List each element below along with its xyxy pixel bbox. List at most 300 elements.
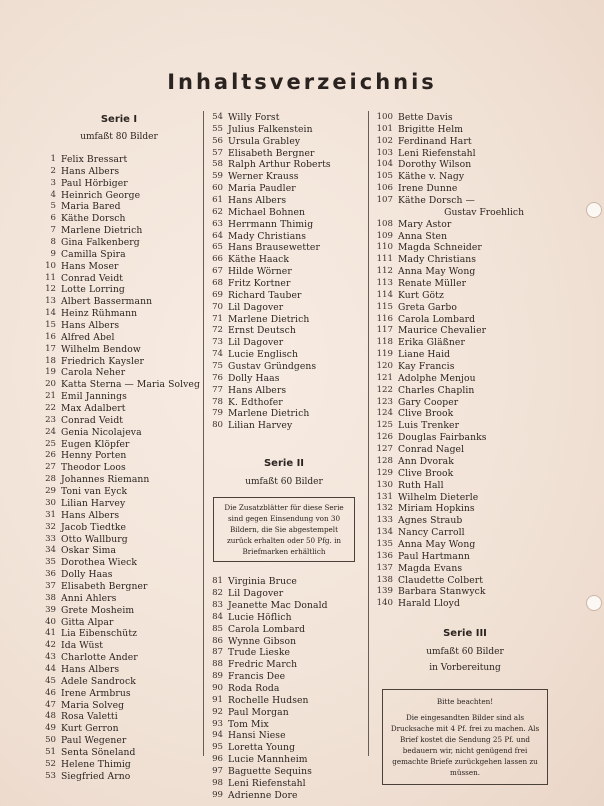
- entry-name: Friedrich Kaysler: [61, 355, 145, 367]
- list-item: [38, 332, 200, 344]
- list-item: [38, 427, 200, 439]
- list-item: [370, 254, 560, 266]
- entry-number: 97: [212, 765, 223, 776]
- entry-name: Heinz Rühmann: [61, 308, 138, 320]
- entry-name: Lia Eibenschütz: [61, 628, 138, 640]
- list-item: [370, 444, 560, 456]
- list-item: [38, 320, 200, 332]
- entry-name: Elisabeth Bergner: [228, 147, 315, 159]
- entry-number: 96: [212, 754, 223, 765]
- column-divider: [368, 111, 369, 756]
- entry-name: Brigitte Helm: [398, 123, 464, 135]
- entry-name: Nancy Carroll: [398, 527, 465, 539]
- list-item: [205, 707, 363, 719]
- list-item: [205, 420, 363, 432]
- entry-number: 38: [45, 592, 56, 603]
- entry-number: 58: [212, 159, 223, 170]
- list-item: [370, 159, 560, 171]
- entry-name: Siegfried Arno: [61, 770, 131, 782]
- entry-number: 36: [45, 569, 56, 580]
- entry-number: 72: [212, 325, 223, 336]
- entry-name: Oskar Sima: [61, 545, 117, 557]
- list-item: [370, 527, 560, 539]
- entry-name: Ruth Hall: [398, 479, 444, 491]
- list-item: [370, 183, 560, 195]
- entry-name: Hans Albers: [61, 509, 120, 521]
- entry-name: Heinrich George: [61, 189, 141, 201]
- entry-number: 122: [376, 384, 393, 395]
- list-item: [38, 391, 200, 403]
- entry-name: Luis Trenker: [398, 420, 460, 432]
- entry-number: 116: [376, 313, 393, 324]
- list-item: [205, 290, 363, 302]
- entry-number: 68: [212, 278, 223, 289]
- entry-name: Clive Brook: [398, 408, 454, 420]
- list-item: [370, 468, 560, 480]
- list-item: [38, 356, 200, 368]
- entry-name: Käthe v. Nagy: [398, 171, 465, 183]
- list-item: [205, 671, 363, 683]
- entry-name: Elisabeth Bergner: [61, 580, 148, 592]
- column-1: [38, 112, 200, 783]
- entry-number: 48: [45, 711, 56, 722]
- list-item: [38, 569, 200, 581]
- list-item: [205, 254, 363, 266]
- entry-number: 42: [45, 640, 56, 651]
- entry-name: Hans Albers: [61, 663, 120, 675]
- list-item: [205, 624, 363, 636]
- entry-name: Anna May Wong: [398, 266, 476, 278]
- list-item: [370, 432, 560, 444]
- list-item: [38, 415, 200, 427]
- list-item: [370, 290, 560, 302]
- entry-name: Mady Christians: [398, 254, 477, 266]
- entry-number: 86: [212, 635, 223, 646]
- entry-number: 76: [212, 372, 223, 383]
- entry-name: Paul Hörbiger: [61, 177, 128, 189]
- entry-name: Wilhelm Dieterle: [398, 491, 479, 503]
- entry-name: Tom Mix: [228, 718, 269, 730]
- entry-number: 127: [376, 444, 393, 455]
- entry-name: Bette Davis: [398, 112, 453, 123]
- list-item: [205, 730, 363, 742]
- entry-number: 21: [45, 391, 56, 402]
- entry-number: 138: [376, 574, 393, 585]
- list-item: [205, 790, 363, 802]
- entry-name: Lilian Harvey: [228, 420, 293, 432]
- list-item: [205, 183, 363, 195]
- list-item: [38, 522, 200, 534]
- entry-number: 57: [212, 147, 223, 158]
- series-3-heading: Serie III: [443, 628, 487, 640]
- series-2-list-continued: [370, 112, 560, 207]
- entry-name: Anna May Wong: [398, 538, 476, 550]
- entry-name: Adolphe Menjou: [398, 372, 476, 384]
- entry-number: 63: [212, 218, 223, 229]
- list-item: [205, 373, 363, 385]
- entry-name: K. Edthofer: [228, 396, 283, 408]
- entry-name: Anna Sten: [398, 230, 448, 242]
- entry-name: Jeanette Mac Donald: [228, 599, 328, 611]
- entry-number: 5: [50, 201, 56, 212]
- list-item: [38, 213, 200, 225]
- entry-number: 119: [376, 349, 393, 360]
- entry-name: Helene Thimig: [61, 758, 131, 770]
- entry-number: 17: [45, 343, 56, 354]
- list-item: [38, 581, 200, 593]
- entry-name: Baguette Sequins: [228, 765, 312, 777]
- list-item: [38, 498, 200, 510]
- list-item: [38, 557, 200, 569]
- entry-number: 124: [376, 408, 393, 419]
- list-item: [205, 683, 363, 695]
- entry-number: 32: [45, 521, 56, 532]
- entry-number: 121: [376, 372, 393, 383]
- entry-name: Mary Astor: [398, 218, 452, 230]
- list-item: [370, 575, 560, 587]
- entry-number: 131: [376, 491, 393, 502]
- entry-number: 83: [212, 599, 223, 610]
- entry-name: Erika Gläßner: [398, 337, 465, 349]
- list-item: [205, 397, 363, 409]
- entry-name: Felix Bressart: [61, 154, 128, 165]
- list-item: [370, 563, 560, 575]
- list-item: [370, 325, 560, 337]
- entry-name: Lucie Englisch: [228, 349, 299, 361]
- list-item: [38, 261, 200, 273]
- entry-number: 75: [212, 361, 223, 372]
- list-item: [205, 600, 363, 612]
- list-item: [370, 148, 560, 160]
- entry-name: Jacob Tiedtke: [61, 521, 127, 533]
- list-item: [205, 112, 363, 124]
- entry-number: 49: [45, 723, 56, 734]
- list-item: [38, 166, 200, 178]
- series-3-notice: [382, 689, 548, 785]
- entry-name: Harald Lloyd: [398, 598, 460, 610]
- entry-number: 69: [212, 289, 223, 300]
- entry-number: 31: [45, 509, 56, 520]
- entry-name: Richard Tauber: [228, 289, 302, 301]
- entry-name: Werner Krauss: [228, 171, 299, 183]
- entry-name: Paul Wegener: [61, 735, 127, 747]
- entry-number: 78: [212, 396, 223, 407]
- entry-name: Genia Nicolajeva: [61, 426, 142, 438]
- list-item: [370, 408, 560, 420]
- entry-number: 123: [376, 396, 393, 407]
- entry-name: Ursula Grabley: [228, 135, 301, 147]
- entry-number: 7: [50, 225, 56, 236]
- list-item: [38, 723, 200, 735]
- entry-number: 34: [45, 545, 56, 556]
- list-item: [205, 754, 363, 766]
- entry-name: Leni Riefenstahl: [398, 147, 476, 159]
- entry-name: Käthe Haack: [228, 254, 290, 266]
- entry-number: 95: [212, 742, 223, 753]
- entry-name: Mady Christians: [228, 230, 307, 242]
- entry-name: Gitta Alpar: [61, 616, 114, 628]
- entry-name: Lil Dagover: [228, 588, 284, 600]
- entry-name: Emil Jannings: [61, 391, 127, 403]
- entry-name: Hans Albers: [228, 384, 287, 396]
- entry-number: 14: [45, 308, 56, 319]
- entry-name: Herrmann Thimig: [228, 218, 314, 230]
- entry-number: 93: [212, 718, 223, 729]
- list-item: [370, 492, 560, 504]
- entry-name: Wilhelm Bendow: [61, 343, 141, 355]
- list-item: [38, 190, 200, 202]
- entry-number: 9: [50, 248, 56, 259]
- list-item: [370, 278, 560, 290]
- list-item: [370, 373, 560, 385]
- series-2-notice: Die Zusatzblätter für diese Serie sind gegen Einsendung von 30 Bildern, die Sie abgestempelt zurück erhalten oder 50 Pfg. in Briefmarken erhältlich: [213, 497, 355, 562]
- list-item: [38, 759, 200, 771]
- entry-number: 91: [212, 694, 223, 705]
- entry-number: 1: [50, 154, 56, 164]
- entry-name: Claudette Colbert: [398, 574, 484, 586]
- series-2-list-continued-2: [370, 219, 560, 610]
- entry-number: 133: [376, 515, 393, 526]
- list-item: [38, 688, 200, 700]
- entry-name: Lilian Harvey: [61, 497, 126, 509]
- list-item: [38, 486, 200, 498]
- entry-number: 64: [212, 230, 223, 241]
- list-item: [38, 747, 200, 759]
- entry-number: 40: [45, 616, 56, 627]
- entry-number: 54: [212, 112, 223, 122]
- entry-name: Roda Roda: [228, 682, 280, 694]
- list-item: [38, 284, 200, 296]
- entry-number: 85: [212, 623, 223, 634]
- entry-name: Carola Lombard: [228, 623, 306, 635]
- list-item: [205, 159, 363, 171]
- entry-number: 47: [45, 699, 56, 710]
- entry-number: 140: [376, 598, 393, 609]
- entry-name: Hans Albers: [61, 165, 120, 177]
- entry-number: 107: [376, 195, 393, 206]
- entry-name: Lucie Höflich: [228, 611, 292, 623]
- entry-name: Magda Schneider: [398, 242, 482, 254]
- list-item: [38, 225, 200, 237]
- entry-number: 120: [376, 361, 393, 372]
- entry-number: 30: [45, 497, 56, 508]
- entry-name: Rochelle Hudsen: [228, 694, 309, 706]
- list-item: [205, 314, 363, 326]
- entry-name: Hans Brausewetter: [228, 242, 320, 254]
- list-item: [205, 195, 363, 207]
- list-item: [38, 640, 200, 652]
- entry-number: 25: [45, 438, 56, 449]
- list-item: [370, 242, 560, 254]
- entry-name: Lil Dagover: [228, 301, 284, 313]
- list-item: [205, 719, 363, 731]
- entry-number: 114: [376, 289, 393, 300]
- column-2: [205, 112, 363, 802]
- entry-name: Hansi Niese: [228, 730, 286, 742]
- entry-name: Ralph Arthur Roberts: [228, 159, 331, 171]
- entry-number: 77: [212, 384, 223, 395]
- list-item: [205, 408, 363, 420]
- entry-number: 44: [45, 663, 56, 674]
- entry-name: Carola Neher: [61, 367, 126, 379]
- entry-name: Kurt Götz: [398, 289, 444, 301]
- entry-name: Hans Moser: [61, 260, 119, 272]
- notice-heading: Bitte beachten!: [436, 697, 494, 707]
- entry-number: 20: [45, 379, 56, 390]
- entry-name: Clive Brook: [398, 467, 454, 479]
- entry-name: Ernst Deutsch: [228, 325, 296, 337]
- entry-number: 65: [212, 242, 223, 253]
- entry-number: 101: [376, 123, 393, 134]
- list-item: [205, 385, 363, 397]
- list-item: [370, 219, 560, 231]
- entry-name: Virginia Bruce: [228, 576, 297, 588]
- list-item: [38, 237, 200, 249]
- entry-name: Ferdinand Hart: [398, 135, 472, 147]
- entry-number: 89: [212, 671, 223, 682]
- list-item: [205, 219, 363, 231]
- entry-name: Anni Ahlers: [61, 592, 117, 604]
- series-2-subtitle: umfaßt 60 Bilder: [245, 477, 323, 488]
- entry-number: 109: [376, 230, 393, 241]
- list-item: [370, 361, 560, 373]
- entry-number: 90: [212, 682, 223, 693]
- entry-number: 110: [376, 242, 393, 253]
- entry-number: 8: [50, 237, 56, 248]
- entry-number: 102: [376, 135, 393, 146]
- list-item: [38, 628, 200, 640]
- entry-number: 79: [212, 408, 223, 419]
- entry-name: Käthe Dorsch —: [398, 195, 475, 207]
- entry-number: 92: [212, 706, 223, 717]
- entry-name: Lucie Mannheim: [228, 754, 308, 766]
- list-item: [205, 278, 363, 290]
- series-3-status: in Vorbereitung: [429, 663, 501, 674]
- entry-name: Conrad Veidt: [61, 272, 124, 284]
- list-item: [38, 510, 200, 522]
- list-item: [205, 136, 363, 148]
- entry-name: Greta Garbo: [398, 301, 457, 313]
- entry-number: 106: [376, 183, 393, 194]
- entry-number: 11: [45, 272, 56, 283]
- entry-name: Trude Lieske: [228, 647, 291, 659]
- list-item: [38, 439, 200, 451]
- series-2-heading: Serie II: [263, 458, 305, 470]
- page-title: Inhaltsverzeichnis: [167, 70, 437, 94]
- entry-number: 130: [376, 479, 393, 490]
- entry-name: Douglas Fairbanks: [398, 432, 487, 444]
- entry-number: 29: [45, 486, 56, 497]
- list-item: [370, 112, 560, 124]
- entry-name: Carola Lombard: [398, 313, 476, 325]
- entry-name: Senta Söneland: [61, 746, 136, 758]
- list-item: [38, 617, 200, 629]
- entry-number: 37: [45, 580, 56, 591]
- entry-number: 73: [212, 337, 223, 348]
- entry-number: 43: [45, 652, 56, 663]
- entry-number: 115: [376, 301, 393, 312]
- entry-name: Paul Morgan: [228, 706, 289, 718]
- list-item: [205, 778, 363, 790]
- list-item: [205, 576, 363, 588]
- list-item: [205, 742, 363, 754]
- entry-name: Conrad Nagel: [398, 444, 465, 456]
- list-item: [370, 349, 560, 361]
- entry-name: Charlotte Ander: [61, 652, 138, 664]
- entry-number: 126: [376, 432, 393, 443]
- entry-number: 50: [45, 735, 56, 746]
- list-item: [38, 664, 200, 676]
- entry-name: Fritz Kortner: [228, 278, 291, 290]
- entry-number: 60: [212, 183, 223, 194]
- entry-name: Katta Sterna — Maria Solveg: [61, 379, 200, 391]
- entry-name: Irene Dunne: [398, 183, 458, 195]
- list-item: [370, 551, 560, 563]
- list-item: [38, 344, 200, 356]
- entry-name: Dorothea Wieck: [61, 557, 138, 569]
- entry-number: 46: [45, 687, 56, 698]
- entry-number: 51: [45, 746, 56, 757]
- entry-number: 94: [212, 730, 223, 741]
- list-item: [370, 195, 560, 207]
- list-item: [38, 545, 200, 557]
- list-item: [205, 361, 363, 373]
- series-1-subtitle: umfaßt 80 Bilder: [80, 132, 158, 142]
- punch-hole: [586, 595, 602, 611]
- entry-number: 10: [45, 260, 56, 271]
- entry-number: 87: [212, 647, 223, 658]
- entry-name: Hans Albers: [228, 195, 287, 207]
- entry-number: 118: [376, 337, 393, 348]
- entry-number: 22: [45, 403, 56, 414]
- entry-number: 128: [376, 455, 393, 466]
- entry-number: 125: [376, 420, 393, 431]
- entry-number: 82: [212, 588, 223, 599]
- entry-number: 53: [45, 770, 56, 781]
- entry-name: Kurt Gerron: [61, 723, 119, 735]
- entry-name: Maria Bared: [61, 201, 121, 213]
- entry-number: 135: [376, 538, 393, 549]
- entry-name: Maria Solveg: [61, 699, 125, 711]
- entry-name: Magda Evans: [398, 562, 463, 574]
- entry-number: 2: [50, 165, 56, 176]
- list-item: [38, 450, 200, 462]
- list-item: [370, 503, 560, 515]
- list-item: [370, 539, 560, 551]
- entry-number: 19: [45, 367, 56, 378]
- entry-name: Maurice Chevalier: [398, 325, 487, 337]
- list-item: [38, 771, 200, 783]
- list-item: [205, 302, 363, 314]
- entry-name: Marlene Dietrich: [61, 225, 143, 237]
- list-item: [38, 201, 200, 213]
- entry-name: Adele Sandrock: [61, 675, 136, 687]
- entry-name: Marlene Dietrich: [228, 408, 310, 420]
- entry-number: 15: [45, 320, 56, 331]
- entry-number: 41: [45, 628, 56, 639]
- entry-number: 27: [45, 462, 56, 473]
- entry-name: Otto Wallburg: [61, 533, 128, 545]
- entry-name: Ida Wüst: [61, 640, 104, 652]
- entry-number: 84: [212, 611, 223, 622]
- entry-number: 113: [376, 278, 393, 289]
- list-item: [205, 266, 363, 278]
- entry-name: Paul Hartmann: [398, 550, 470, 562]
- list-item: [370, 337, 560, 349]
- list-item: [38, 711, 200, 723]
- entry-name: Eugen Klöpfer: [61, 438, 130, 450]
- entry-number: 129: [376, 467, 393, 478]
